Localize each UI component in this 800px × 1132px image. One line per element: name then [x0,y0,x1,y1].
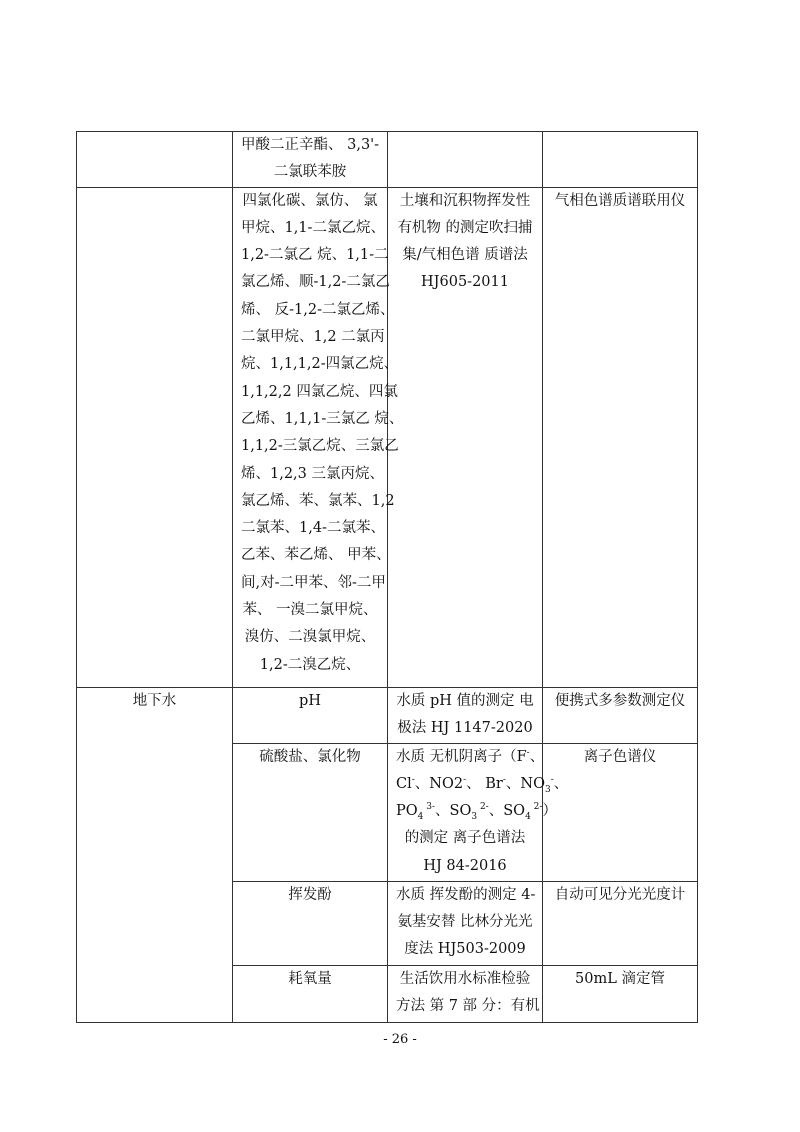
text-line: 乙烯、1,1,1-三氯乙 烷、 [241,410,404,427]
text-line: 的测定 离子色谱法 [404,830,526,847]
test-item-cell [233,132,388,188]
method-cell [388,187,543,687]
test-item-cell [233,687,388,743]
text-line: 极法 HJ 1147-2020 [397,719,533,736]
text-line: 1,2-二溴乙烷、 [259,656,361,673]
text-line: 气相色谱质谱联用仪 [554,192,686,209]
instrument-cell [543,881,698,965]
test-item-cell [233,881,388,965]
text-line: 溴仿、二溴氯甲烷、 [244,629,376,646]
text-line: 水质 无机阴离子（F-、 [396,747,545,765]
text-line: HJ 84-2016 [423,857,507,874]
text-line: 甲烷、1,1-二氯乙烷、 [241,219,385,236]
text-line: 二氯苯、1,4-二氯苯、 [241,520,385,537]
text-line: 四氯化碳、氯仿、 氯 [242,192,378,209]
media-cell [77,187,233,687]
text-line: 甲酸二正辛酯、 3,3'- [241,137,380,153]
media-cell [77,132,233,188]
text-line: 乙苯、苯乙烯、 甲苯、 [241,547,391,564]
test-item-cell [233,743,388,881]
monitoring-methods-table [76,131,698,1023]
text-line: 烯、1,2,3 三氯丙烷、 [241,465,385,482]
text-line: 自动可见分光光度计 [554,886,686,903]
method-cell [388,687,543,743]
text-line: 便携式多参数测定仪 [554,692,686,709]
method-cell [388,965,543,1022]
text-line: 度法 HJ503-2009 [404,941,526,958]
text-line: 土壤和沉积物挥发性 [399,192,531,209]
text-line: 硫酸盐、氯化物 [259,748,361,765]
instrument-cell [543,132,698,188]
media-cell [77,687,233,1022]
text-line: 氯乙烯、苯、氯苯、1,2 [241,492,395,509]
text-line: 耗氧量 [288,970,332,987]
method-cell [388,743,569,881]
text-line: 二氯甲烷、1,2 二氯丙 [241,329,385,346]
text-line: HJ605-2011 [421,274,509,291]
method-cell [388,881,543,965]
text-line: Cl-、NO2-、 Br-、$NO_3^-$、 [396,775,569,795]
table-row [77,187,698,687]
instrument-cell [543,187,698,687]
text-line: 离子色谱仪 [583,748,657,765]
page-number: - 26 - [383,1032,417,1047]
text-line: 氯乙烯、顺-1,2-二氯乙 [241,274,390,291]
text-line: 烯、 反-1,2-二氯乙烯、 [241,301,395,318]
text-line: $PO_4$ $^{3-}$、$SO_3$ $^{2-}$、$SO_4$ $^{2-}$） [396,802,557,823]
text-line: 二氯联苯胺 [273,164,347,181]
method-cell [388,132,543,188]
text-line: 水质 pH 值的测定 电 [396,692,534,709]
test-item-cell [233,965,388,1022]
table-row [77,687,698,743]
text-line: 苯、 一溴二氯甲烷、 [242,602,378,619]
text-line: 50mL 滴定管 [575,970,665,987]
text-line: 烷、1,1,1,2-四氯乙烷、 [241,356,399,373]
instrument-cell [543,743,698,881]
instrument-cell [543,965,698,1022]
instrument-cell [543,687,698,743]
text-line: 1,2-二氯乙 烷、1,1-二 [241,247,389,264]
text-line: 1,1,2-三氯乙烷、三氯乙 [241,438,399,455]
text-line: pH [299,692,321,709]
text-line: 集/气相色谱 质谱法 [402,247,528,264]
text-line: 有机物 的测定吹扫捕 [397,219,533,236]
table-row [77,132,698,188]
text-line: 1,1,2,2 四氯乙烷、四氯 [241,383,398,400]
text-line: 生活饮用水标准检验 [399,970,531,987]
text-line: 氨基安替 比林分光光 [397,913,533,930]
media-label: 地下水 [132,692,177,709]
text-line: 挥发酚 [288,886,332,903]
test-item-cell [233,187,404,687]
text-line: 水质 挥发酚的测定 4- [396,886,536,903]
text-line: 间,对-二甲苯、邻-二甲 [241,574,386,591]
text-line: 方法 第 7 部 分：有机 [396,997,540,1014]
